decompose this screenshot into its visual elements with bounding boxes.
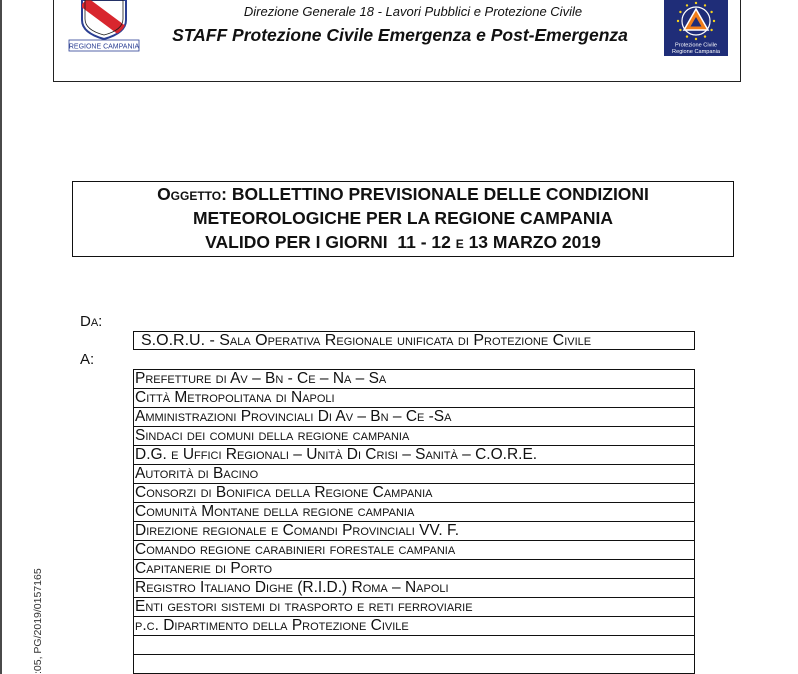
table-row <box>134 598 694 617</box>
page-edge <box>0 0 2 674</box>
table-row <box>134 370 694 389</box>
table-row <box>134 617 694 636</box>
subject-prefix: Oggetto: <box>157 184 227 204</box>
logo-label-line2: Regione Campania <box>672 49 720 55</box>
recipient-name: Comando regione carabinieri forestale campania <box>135 541 456 558</box>
recipient-name: p.c. Dipartimento della Protezione Civile <box>135 617 409 634</box>
subject-line-2: METEOROLOGICHE PER LA REGIONE CAMPANIA <box>192 208 614 228</box>
department-line: Direzione Generale 18 - Lavori Pubblici e Protezione Civile <box>243 4 583 19</box>
recipient-name: Autorità di Bacino <box>135 465 259 482</box>
recipient-name: Enti gestori sistemi di trasporto e reti ferroviarie <box>135 598 473 615</box>
table-row <box>134 389 694 408</box>
sender-label: Da: <box>80 313 103 330</box>
table-row <box>134 636 694 655</box>
table-row <box>134 655 694 674</box>
protocol-stamp: :05, PG/2019/0157165 <box>32 568 44 674</box>
table-row <box>134 408 694 427</box>
table-row <box>134 484 694 503</box>
table-row <box>134 503 694 522</box>
subject-line-3: VALIDO PER I GIORNI 11 - 12 e 13 MARZO 2019 <box>205 232 601 252</box>
recipients-label: A: <box>80 351 95 368</box>
recipient-name: Capitanerie di Porto <box>135 560 273 577</box>
subject-line-1 <box>73 182 733 206</box>
subject-box <box>72 181 734 257</box>
table-row <box>134 560 694 579</box>
sender-value: S.O.R.U. - Sala Operativa Regionale unificata di Protezione Civile <box>141 332 592 349</box>
recipient-name: Registro Italiano Dighe (R.I.D.) Roma – Napoli <box>135 579 449 596</box>
recipient-name: Comunità Montane della regione campania <box>135 503 415 520</box>
recipient-name: Città Metropolitana di Napoli <box>135 389 335 406</box>
subject-title-1: BOLLETTINO PREVISIONALE DELLE CONDIZIONI <box>231 184 649 204</box>
recipient-name: Consorzi di Bonifica della Regione Campania <box>135 484 433 501</box>
protezione-civile-logo-icon <box>664 0 728 56</box>
table-row <box>134 465 694 484</box>
sender-box <box>133 331 695 350</box>
table-row <box>134 446 694 465</box>
table-row <box>134 579 694 598</box>
table-row <box>134 427 694 446</box>
staff-line: STAFF Protezione Civile Emergenza e Post-Emergenza <box>172 25 628 45</box>
table-row <box>134 522 694 541</box>
table-row <box>134 541 694 560</box>
recipient-name: Direzione regionale e Comandi Provinciali VV. F. <box>135 522 459 539</box>
recipient-name: Amministrazioni Provinciali Di Av – Bn – Ce -Sa <box>135 408 452 425</box>
recipient-name: Prefetture di Av – Bn - Ce – Na – Sa <box>135 370 387 387</box>
logo-label-line1: Protezione Civile <box>675 42 717 49</box>
letterhead <box>53 0 741 82</box>
recipient-name: Sindaci dei comuni della regione campania <box>135 427 410 444</box>
emblem-label: REGIONE CAMPANIA <box>68 43 140 51</box>
recipients-table <box>133 369 695 674</box>
recipient-name: D.G. e Uffici Regionali – Unità Di Crisi – Sanità – C.O.R.E. <box>135 446 538 463</box>
